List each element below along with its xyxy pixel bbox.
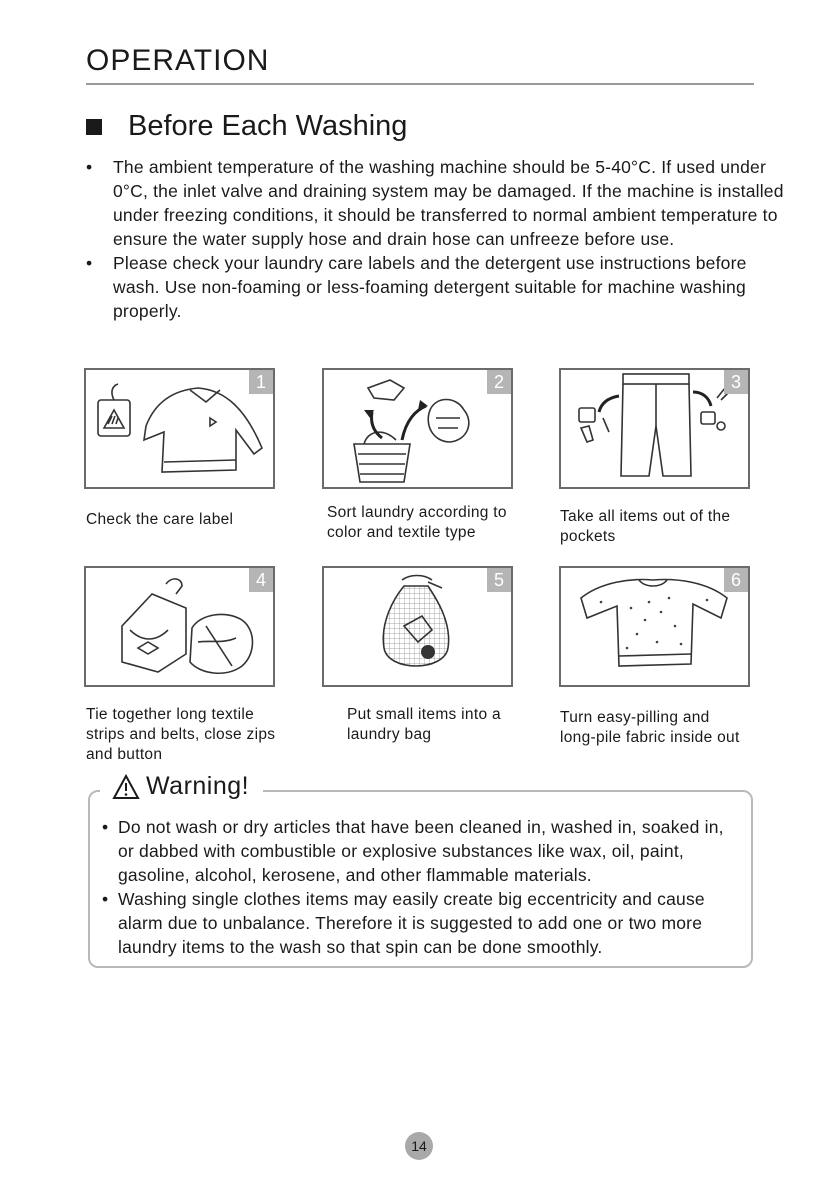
bullet-dot-icon: • [86,253,93,273]
bullet-dot-icon: • [102,817,109,837]
step-panel-5 [322,566,513,687]
bullet-item [86,251,786,323]
warning-text: Washing single clothes items may easily create big eccentricity and cause alarm due to unbalance. Therefore it is suggested to add one or two more laundry items to the wash so that spin can be done smoothly. [118,889,705,957]
bullet-dot-icon: • [102,889,109,909]
section-square-icon [86,119,102,135]
warning-item [102,815,742,887]
section-title: Before Each Washing [128,110,408,142]
bullet-text: Please check your laundry care labels and the detergent use instructions before wash. Use non-foaming or less-foaming detergent suitable for machine washing properly. [113,253,747,321]
warning-triangle-icon [112,774,140,800]
inside-out-sweater-icon [561,568,748,685]
intro-bullet-list [86,155,786,323]
section-heading [86,110,407,143]
laundry-bag-icon [324,568,511,685]
step-caption-2: Sort laundry according to color and textile type [327,504,507,541]
step-caption-5: Put small items into a laundry bag [347,706,501,743]
laundry-basket-icon [324,370,511,487]
warning-title: Warning! [146,772,250,800]
bullet-text: The ambient temperature of the washing machine should be 5-40°C. If used under 0°C, the inlet valve and draining system may be damaged. If the machine is installed under freezing conditions, it should be transferred to normal ambient temperature to ensure the water supply hose and drain hose can unfreeze before use. [113,157,784,249]
header-divider [86,83,754,85]
bullet-item [86,155,786,251]
step-number-badge: 5 [487,568,511,592]
step-panel-6 [559,566,750,687]
sweater-care-label-icon [86,370,273,487]
tied-garments-icon [86,568,273,685]
bullet-dot-icon: • [86,157,93,177]
step-caption-6: Turn easy-pilling and long-pile fabric inside out [560,709,740,746]
step-caption-1: Check the care label [86,511,234,528]
trousers-pockets-icon [561,370,748,487]
warning-heading [100,772,263,801]
step-number-badge: 4 [249,568,273,592]
step-caption-4: Tie together long textile strips and belts, close zips and button [86,706,276,763]
page-number: 14 [405,1132,433,1160]
warning-list [102,815,742,959]
step-caption-3: Take all items out of the pockets [560,508,731,545]
step-number-badge: 3 [724,370,748,394]
page-header-title: OPERATION [86,44,270,77]
warning-item [102,887,742,959]
step-panel-3 [559,368,750,489]
warning-text: Do not wash or dry articles that have been cleaned in, washed in, soaked in, or dabbed with combustible or explosive substances like wax, oil, paint, gasoline, alcohol, kerosene, and other flammable materials. [118,817,724,885]
step-panel-1 [84,368,275,489]
step-panel-2 [322,368,513,489]
step-panel-4 [84,566,275,687]
step-number-badge: 1 [249,370,273,394]
step-number-badge: 6 [724,568,748,592]
step-number-badge: 2 [487,370,511,394]
